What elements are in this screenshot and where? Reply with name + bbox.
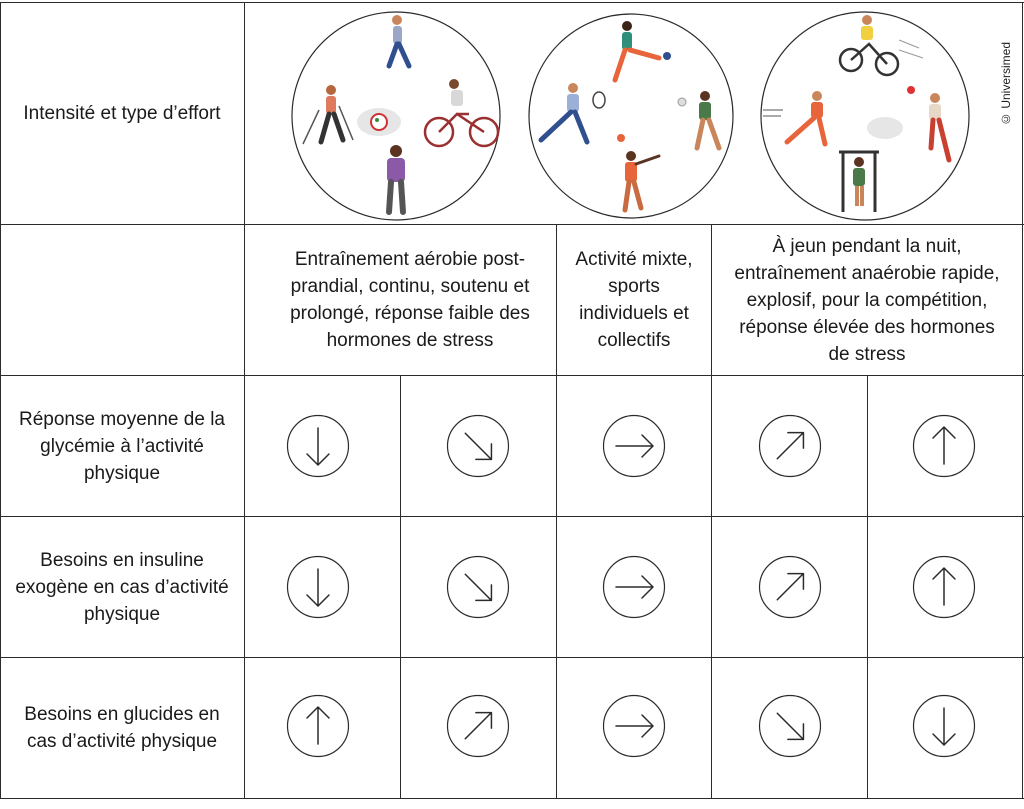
arrow-down-icon <box>912 694 976 758</box>
arrow-right-icon <box>602 414 666 478</box>
row-label-effort: Intensité et type d’effort <box>23 103 221 124</box>
table-border-bottom <box>0 798 1024 799</box>
anaerobic-activities-illustration <box>759 10 971 222</box>
col-divider-5 <box>867 375 868 799</box>
arrow-up-icon <box>912 555 976 619</box>
row-label-carbs: Besoins en glucides en cas d’activité physique <box>24 704 220 752</box>
arrow-up-right-icon <box>446 694 510 758</box>
category-mixed: Activité mixte, sports individuels et collectifs <box>575 249 693 351</box>
col-divider-label <box>244 2 245 799</box>
arrow-up-icon <box>912 414 976 478</box>
arrow-up-right-icon <box>758 414 822 478</box>
arrow-right-icon <box>602 555 666 619</box>
row-label-insulin: Besoins en insuline exogène en cas d’activité physique <box>15 549 229 625</box>
mixed-activities-illustration <box>527 10 735 222</box>
arrow-down-icon <box>286 555 350 619</box>
arrow-down-right-icon <box>446 555 510 619</box>
arrow-down-right-icon <box>446 414 510 478</box>
row-label-glycemia: Réponse moyenne de la glycémie à l’activité physique <box>19 408 225 484</box>
copyright-notice: © Universimed <box>999 41 1013 126</box>
arrow-up-right-icon <box>758 555 822 619</box>
category-aerobic: Entraînement aérobie post-prandial, continu, soutenu et prolongé, réponse faible des hormones de stress <box>290 249 530 351</box>
col-divider-2 <box>400 375 401 799</box>
table-border-right <box>1022 2 1023 799</box>
arrow-down-right-icon <box>758 694 822 758</box>
aerobic-activities-illustration <box>289 10 503 222</box>
arrow-up-icon <box>286 694 350 758</box>
thought-bubble-icon <box>357 108 401 136</box>
arrow-right-icon <box>602 694 666 758</box>
category-anaerobic: À jeun pendant la nuit, entraînement anaérobie rapide, explosif, pour la compétition, réponse élevée des hormones de stress <box>734 235 1000 365</box>
arrow-down-icon <box>286 414 350 478</box>
